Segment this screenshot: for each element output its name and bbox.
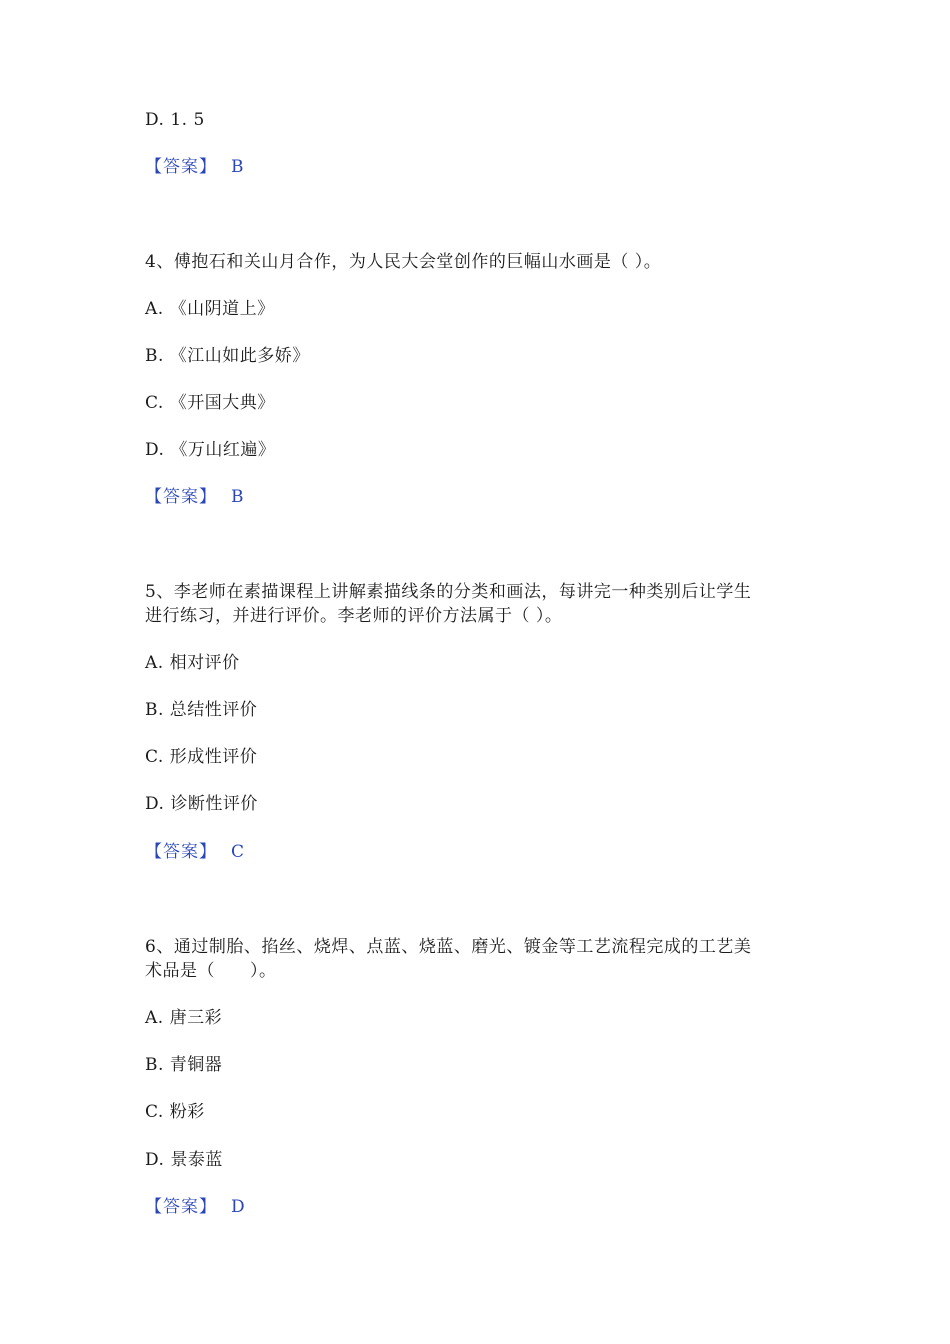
question-6-option-d: D. 景泰蓝 xyxy=(145,1150,223,1170)
answer-tag: 【答案】 xyxy=(145,1197,217,1217)
question-5-option-d: D. 诊断性评价 xyxy=(145,794,258,814)
answer-value: C xyxy=(231,842,245,862)
answer-value: D xyxy=(231,1197,245,1217)
question-6-answer xyxy=(145,1195,245,1219)
question-5-option-b: B. 总结性评价 xyxy=(145,700,258,720)
question-6-stem-line2: 术品是（ ）。 xyxy=(145,961,277,981)
question-5-option-c: C. 形成性评价 xyxy=(145,747,258,767)
question-6-option-c: C. 粉彩 xyxy=(145,1102,205,1122)
answer-value: B xyxy=(231,487,244,507)
question-4-option-a: A. 《山阴道上》 xyxy=(145,299,275,319)
question-5-stem-line2: 进行练习，并进行评价。李老师的评价方法属于（ ）。 xyxy=(145,606,563,626)
prev-option-d: D. 1. 5 xyxy=(145,110,205,130)
answer-value: B xyxy=(231,157,244,177)
question-4-option-d: D. 《万山红遍》 xyxy=(145,440,276,460)
answer-tag: 【答案】 xyxy=(145,487,217,507)
question-6-option-b: B. 青铜器 xyxy=(145,1055,223,1075)
question-5-stem-line1: 5、李老师在素描课程上讲解素描线条的分类和画法，每讲完一种类别后让学生 xyxy=(145,582,752,602)
prev-answer xyxy=(145,155,244,179)
question-6-stem-line1: 6、通过制胎、掐丝、烧焊、点蓝、烧蓝、磨光、镀金等工艺流程完成的工艺美 xyxy=(145,937,752,957)
question-5-answer xyxy=(145,840,244,864)
question-4-option-b: B. 《江山如此多娇》 xyxy=(145,346,310,366)
question-4-stem: 4、傅抱石和关山月合作，为人民大会堂创作的巨幅山水画是（ ）。 xyxy=(145,252,662,272)
question-4-option-c: C. 《开国大典》 xyxy=(145,393,275,413)
question-6-option-a: A. 唐三彩 xyxy=(145,1008,223,1028)
question-4-answer xyxy=(145,485,244,509)
answer-tag: 【答案】 xyxy=(145,842,217,862)
answer-tag: 【答案】 xyxy=(145,157,217,177)
question-5-option-a: A. 相对评价 xyxy=(145,653,240,673)
